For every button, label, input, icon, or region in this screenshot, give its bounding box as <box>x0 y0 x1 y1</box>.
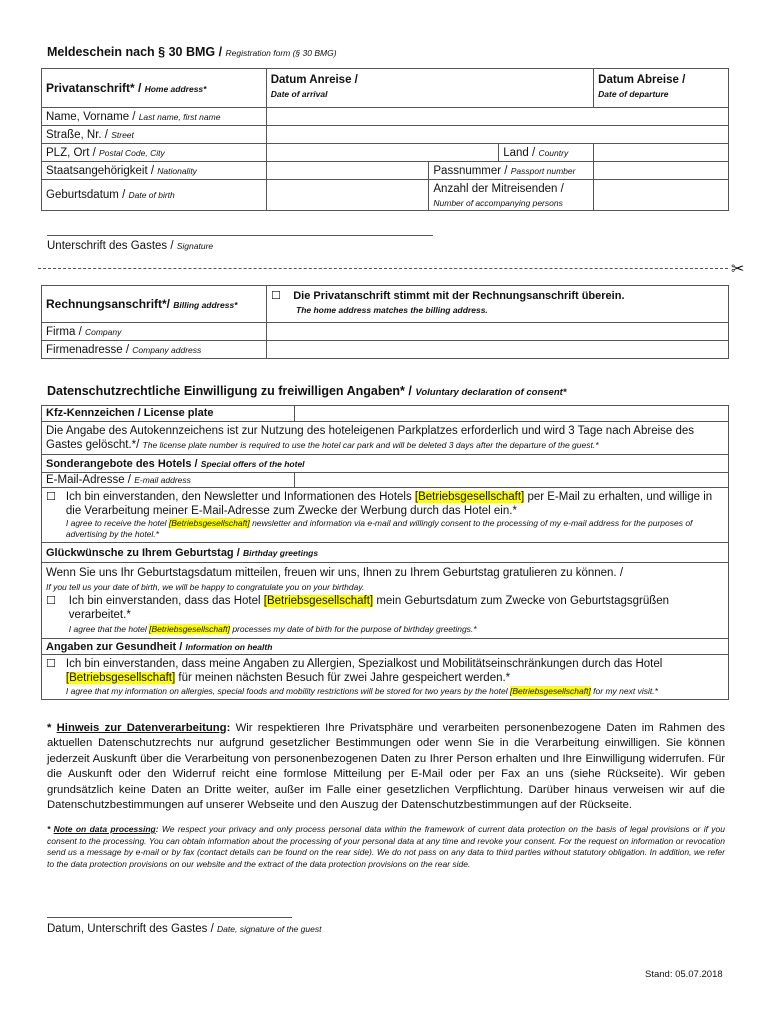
plate-label: Kfz-Kennzeichen / License plate <box>42 406 295 422</box>
dob-label: Geburtsdatum / Date of birth <box>42 180 267 211</box>
newsletter-consent[interactable]: ☐ Ich bin einverstanden, den Newsletter und Informationen des Hotels [Betriebsgesellschaft] per E-Mail zu erhalten, und willige in die Verarbeitung meiner E-Mail-Adresse zum Zwecke der Werbung durch das Hotel ein.* I agree to receive the hotel [Betriebsgesellschaft] newsletter and information via e-mail and willingly consent to the processing of my e-mail address for the purposes of advertising by the hotel.* <box>42 488 729 543</box>
checkbox-icon[interactable]: ☐ <box>46 658 56 670</box>
birthday-header: Glückwünsche zu Ihrem Geburtstag / Birthday greetings <box>42 543 729 563</box>
passport-field[interactable] <box>594 162 729 180</box>
data-notice: * Hinweis zur Datenverarbeitung: Wir respektieren Ihre Privatsphäre und verarbeiten personenbezogene Daten im Rahmen des aktuellen Datenschutzrechts nur aufgrund gesetzlicher Bestimmungen oder wenn Sie in die Verarbeitung einwilligen. Sie können jederzeit Auskunft über die Verarbeitung von personenbezogenen Daten zu Ihrer Person erhalten und Ihre Einwilligung widerrufen. Für die Auskunft oder den Widerruf reicht eine formlose Mitteilung per E-Mail oder per Fax an uns (siehe Rückseite). Wir geben grundsätzlich keine Daten an Dritte weiter, außer im Falle einer gesetzlichen Verpflichtung. Darüber hinaus verweisen wir auf die Datenschutzbestimmungen auf unserer Webseite und den Auszug der Datenschutzbestimmungen auf der Rückseite. <box>47 722 726 812</box>
nationality-label: Staatsangehörigkeit / Nationality <box>42 162 267 180</box>
departure-cell[interactable]: Datum Abreise / Date of departure <box>594 69 729 108</box>
name-label: Name, Vorname / Last name, first name <box>42 108 267 126</box>
title-main: Meldeschein nach § 30 BMG / <box>47 45 223 59</box>
country-label: Land / Country <box>499 144 594 162</box>
consent-heading: Datenschutzrechtliche Einwilligung zu freiwilligen Angaben* / Voluntary declaration of consent* <box>47 384 567 398</box>
street-label: Straße, Nr. / Street <box>42 126 267 144</box>
companions-label: Anzahl der Mitreisenden / Number of accompanying persons <box>429 180 594 211</box>
company-label: Firma / Company <box>42 323 267 341</box>
data-notice-en: * Note on data processing: We respect your privacy and only process personal data within the framework of current data protection on the basis of legal provisions or if you consent to the processing. You can obtain information about the processing of your personal data at any time and revoke your consent. For the request on information or revocation send us a message by e-mail or by fax (contact details can be found on the rear side). We do not pass on any data to third parties without statutory obligation. In addition, we refer to the data protection provisions on our website and the extract of the data protection provisions on the rear side. <box>47 824 726 869</box>
companions-field[interactable] <box>594 180 729 211</box>
country-field[interactable] <box>594 144 729 162</box>
signature-label: Unterschrift des Gastes / Signature <box>47 240 214 252</box>
signature-line[interactable] <box>47 235 433 236</box>
date-signature-line[interactable] <box>47 917 292 918</box>
consent-table <box>41 405 729 700</box>
passport-label: Passnummer / Passport number <box>429 162 594 180</box>
street-field[interactable] <box>266 126 728 144</box>
scissors-icon: ✂ <box>731 261 745 278</box>
plate-info: Die Angabe des Autokennzeichens ist zur Nutzung des hoteleigenen Parkplatzes erforderlich und wird 3 Tage nach Abreise des Gastes gelöscht.*/ The license plate number is required to use the hotel car park and will be deleted 3 days after the departure of the guest.* <box>42 422 729 455</box>
health-header: Angaben zur Gesundheit / Information on health <box>42 639 729 655</box>
zip-field[interactable] <box>266 144 499 162</box>
nationality-field[interactable] <box>266 162 429 180</box>
form-title <box>47 45 337 59</box>
dob-field[interactable] <box>266 180 429 211</box>
name-field[interactable] <box>266 108 728 126</box>
company-address-field[interactable] <box>267 341 729 359</box>
company-address-label: Firmenadresse / Company address <box>42 341 267 359</box>
registration-table <box>41 68 729 211</box>
health-consent[interactable]: ☐ Ich bin einverstanden, dass meine Angaben zu Allergien, Spezialkost und Mobilitätseinschränkungen durch das Hotel [Betriebsgesellschaft] für meinen nächsten Besuch für zwei Jahre gespeichert werden.* I agree that my information on allergies, special foods and mobility restrictions will be stored for two years by the hotel [Betriebsgesellschaft] for my next visit.* <box>42 655 729 700</box>
email-field[interactable] <box>295 473 729 488</box>
date-signature-label: Datum, Unterschrift des Gastes / Date, signature of the guest <box>47 923 322 935</box>
company-field[interactable] <box>267 323 729 341</box>
checkbox-icon[interactable]: ☐ <box>46 595 56 607</box>
birthday-consent[interactable]: Wenn Sie uns Ihr Geburtstagsdatum mitteilen, freuen wir uns, Ihnen zu Ihrem Geburtstag gratulieren zu können. / If you tell us your date of birth, we will be happy to congratulate you on your birthday. ☐ Ich bin einverstanden, dass das Hotel [Betriebsgesellschaft] mein Geburtsdatum zum Zwecke von Geburtstagsgrüßen verarbeitet.* I agree that the hotel [Betriebsgesellschaft] processes my date of birth for the purpose of birthday greetings.* <box>42 563 729 639</box>
email-label: E-Mail-Adresse / E-mail address <box>42 473 295 488</box>
title-sub: Registration form (§ 30 BMG) <box>225 48 337 58</box>
arrival-cell[interactable]: Datum Anreise / Date of arrival <box>266 69 593 108</box>
checkbox-icon[interactable]: ☐ <box>46 491 56 503</box>
home-address-header: Privatanschrift* / Home address* <box>42 69 267 108</box>
zip-label: PLZ, Ort / Postal Code, City <box>42 144 267 162</box>
billing-header: Rechnungsanschrift*/ Billing address* <box>42 286 267 323</box>
cut-line <box>38 268 728 269</box>
checkbox-icon[interactable]: ☐ <box>271 290 281 302</box>
plate-field[interactable] <box>295 406 729 422</box>
billing-same-checkbox[interactable]: ☐ Die Privatanschrift stimmt mit der Rechnungsanschrift überein. The home address matches the billing address. <box>267 286 729 323</box>
version-date: Stand: 05.07.2018 <box>645 969 723 980</box>
offers-header: Sonderangebote des Hotels / Special offers of the hotel <box>42 455 729 473</box>
billing-table <box>41 285 729 359</box>
